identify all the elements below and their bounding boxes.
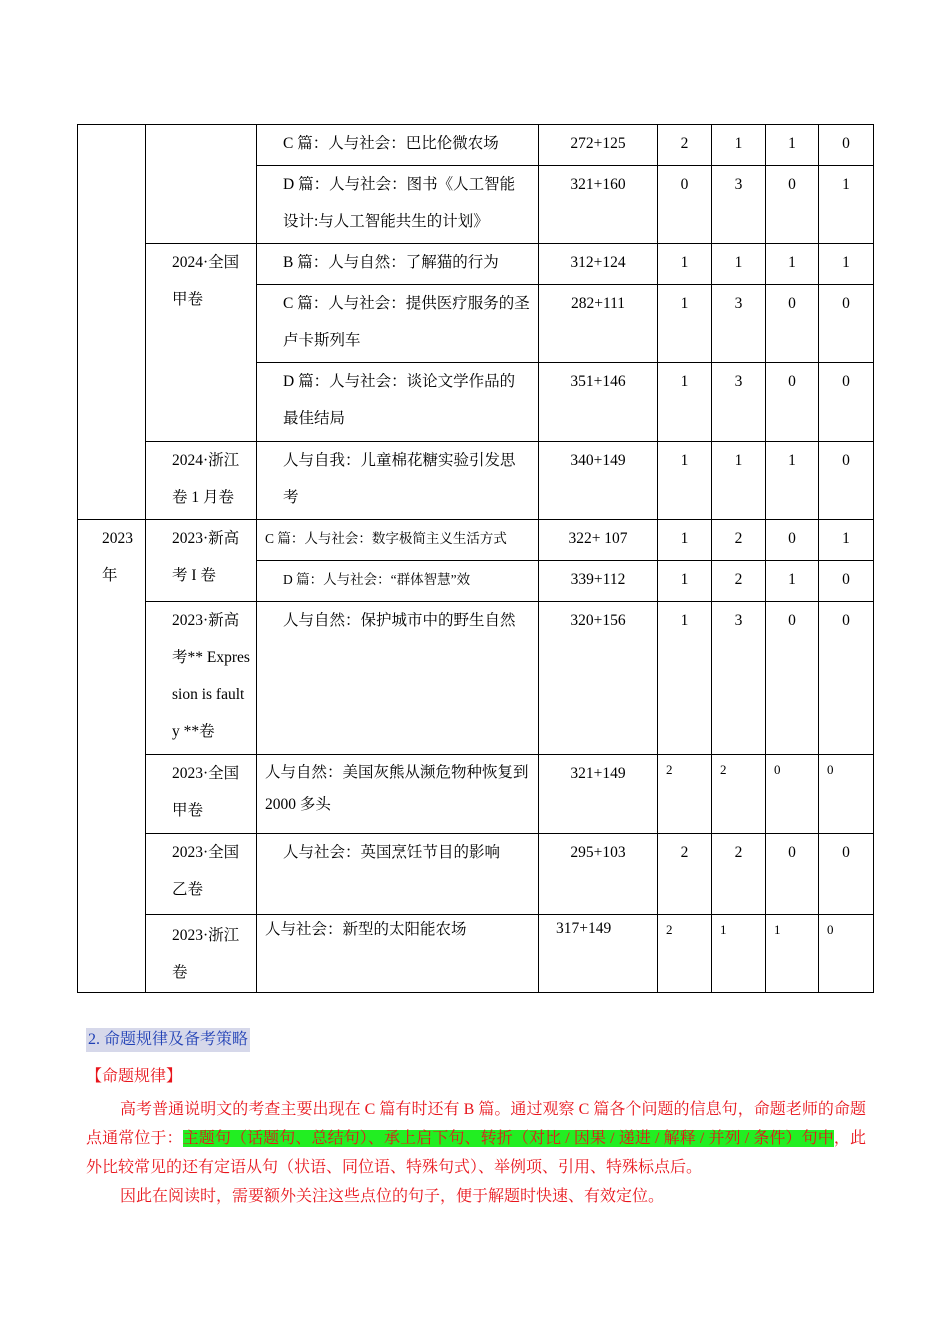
paragraph-text: ，此外比较常见的还有定语从句（状语、同位语、特殊句式）、举例项、引用、特殊标点后。 [86, 1130, 866, 1176]
paper-cell: 2023·全国甲卷 [146, 755, 257, 834]
count-cell: 0 [658, 166, 712, 244]
count-cell: 0 [819, 125, 874, 166]
count-cell: 1 [658, 363, 712, 442]
count-cell: 1 [658, 520, 712, 561]
table-row [78, 915, 874, 993]
word-count-cell: 340+149 [539, 442, 658, 520]
topic-cell: 人与社会：新型的太阳能农场 [257, 915, 539, 993]
count-cell: 0 [766, 520, 819, 561]
topic-cell: C 篇：人与社会：数字极简主义生活方式 [257, 520, 539, 561]
table-row [78, 755, 874, 834]
topic-cell: 人与自然：美国灰熊从濒危物种恢复到 2000 多头 [257, 755, 539, 834]
paper-cell: 2023·全国乙卷 [146, 834, 257, 915]
count-cell: 1 [658, 244, 712, 285]
count-cell: 1 [658, 602, 712, 755]
count-cell: 1 [766, 561, 819, 602]
section-heading: 2. 命题规律及备考策略 [86, 1028, 250, 1052]
count-cell: 1 [766, 442, 819, 520]
count-cell: 1 [819, 244, 874, 285]
word-count-cell: 320+156 [539, 602, 658, 755]
paragraph-text: 高考普通说明文的考查主要出现在 C 篇有时还有 B 篇。通过观察 C 篇各个问题的信息句，命题老师的命题点通常位于： [86, 1101, 866, 1147]
count-cell: 0 [819, 363, 874, 442]
count-cell: 1 [766, 125, 819, 166]
count-cell: 0 [819, 285, 874, 363]
count-cell: 0 [819, 561, 874, 602]
topic-cell: C 篇：人与社会：巴比伦微农场 [257, 125, 539, 166]
topic-cell: 人与自我：儿童棉花糖实验引发思考 [257, 442, 539, 520]
count-cell: 1 [766, 915, 819, 993]
word-count-cell: 339+112 [539, 561, 658, 602]
paper-cell [146, 125, 257, 244]
count-cell: 0 [819, 755, 874, 834]
paragraph [86, 1095, 866, 1182]
table-row [78, 125, 874, 166]
count-cell: 2 [712, 520, 766, 561]
table-row [78, 602, 874, 755]
paper-cell: 2023·浙江卷 [146, 915, 257, 993]
paragraph: 因此在阅读时，需要额外关注这些点位的句子，便于解题时快速、有效定位。 [120, 1188, 665, 1205]
word-count-cell: 317+149 [539, 915, 658, 993]
paper-cell: 2023·新高考** Expression is faulty **卷 [146, 602, 257, 755]
count-cell: 1 [766, 244, 819, 285]
count-cell: 0 [766, 363, 819, 442]
count-cell: 1 [658, 442, 712, 520]
topic-cell: 人与社会：英国烹饪节目的影响 [257, 834, 539, 915]
count-cell: 0 [819, 834, 874, 915]
count-cell: 3 [712, 363, 766, 442]
count-cell: 2 [658, 915, 712, 993]
count-cell: 2 [658, 125, 712, 166]
word-count-cell: 272+125 [539, 125, 658, 166]
paper-cell: 2024·全国甲卷 [146, 244, 257, 442]
exam-analysis-table [77, 124, 874, 993]
count-cell: 2 [658, 834, 712, 915]
count-cell: 1 [819, 166, 874, 244]
topic-cell: D 篇：人与社会：图书《人工智能设计:与人工智能共生的计划》 [257, 166, 539, 244]
count-cell: 3 [712, 166, 766, 244]
count-cell: 0 [766, 834, 819, 915]
topic-cell: D 篇：人与社会：“群体智慧”效 [257, 561, 539, 602]
word-count-cell: 312+124 [539, 244, 658, 285]
count-cell: 1 [712, 442, 766, 520]
word-count-cell: 321+149 [539, 755, 658, 834]
highlighted-text: 主题句（话题句、总结句）、承上启下句、转折（对比 / 因果 / 递进 / 解释 / 并列 / 条件）句中 [182, 1130, 834, 1147]
topic-cell: D 篇：人与社会：谈论文学作品的最佳结局 [257, 363, 539, 442]
count-cell: 1 [712, 244, 766, 285]
topic-cell: C 篇：人与社会：提供医疗服务的圣卢卡斯列车 [257, 285, 539, 363]
paper-cell: 2024·浙江卷 1 月卷 [146, 442, 257, 520]
count-cell: 3 [712, 602, 766, 755]
count-cell: 1 [712, 915, 766, 993]
topic-cell: 人与自然：保护城市中的野生自然 [257, 602, 539, 755]
count-cell: 2 [712, 561, 766, 602]
count-cell: 0 [819, 442, 874, 520]
rule-label: 【命题规律】 [86, 1068, 183, 1085]
table-row [78, 442, 874, 520]
count-cell: 1 [658, 561, 712, 602]
table-row [78, 834, 874, 915]
year-cell: 2023年 [78, 520, 146, 993]
count-cell: 2 [658, 755, 712, 834]
count-cell: 3 [712, 285, 766, 363]
year-cell [78, 125, 146, 520]
count-cell: 2 [712, 834, 766, 915]
paper-cell: 2023·新高考 I 卷 [146, 520, 257, 602]
table-row [78, 520, 874, 561]
count-cell: 0 [766, 285, 819, 363]
count-cell: 0 [766, 602, 819, 755]
count-cell: 1 [819, 520, 874, 561]
count-cell: 1 [658, 285, 712, 363]
count-cell: 1 [712, 125, 766, 166]
count-cell: 0 [819, 915, 874, 993]
table-row [78, 244, 874, 285]
word-count-cell: 322+ 107 [539, 520, 658, 561]
count-cell: 0 [819, 602, 874, 755]
word-count-cell: 321+160 [539, 166, 658, 244]
word-count-cell: 351+146 [539, 363, 658, 442]
count-cell: 0 [766, 755, 819, 834]
count-cell: 2 [712, 755, 766, 834]
word-count-cell: 295+103 [539, 834, 658, 915]
count-cell: 0 [766, 166, 819, 244]
word-count-cell: 282+111 [539, 285, 658, 363]
topic-cell: B 篇：人与自然：了解猫的行为 [257, 244, 539, 285]
